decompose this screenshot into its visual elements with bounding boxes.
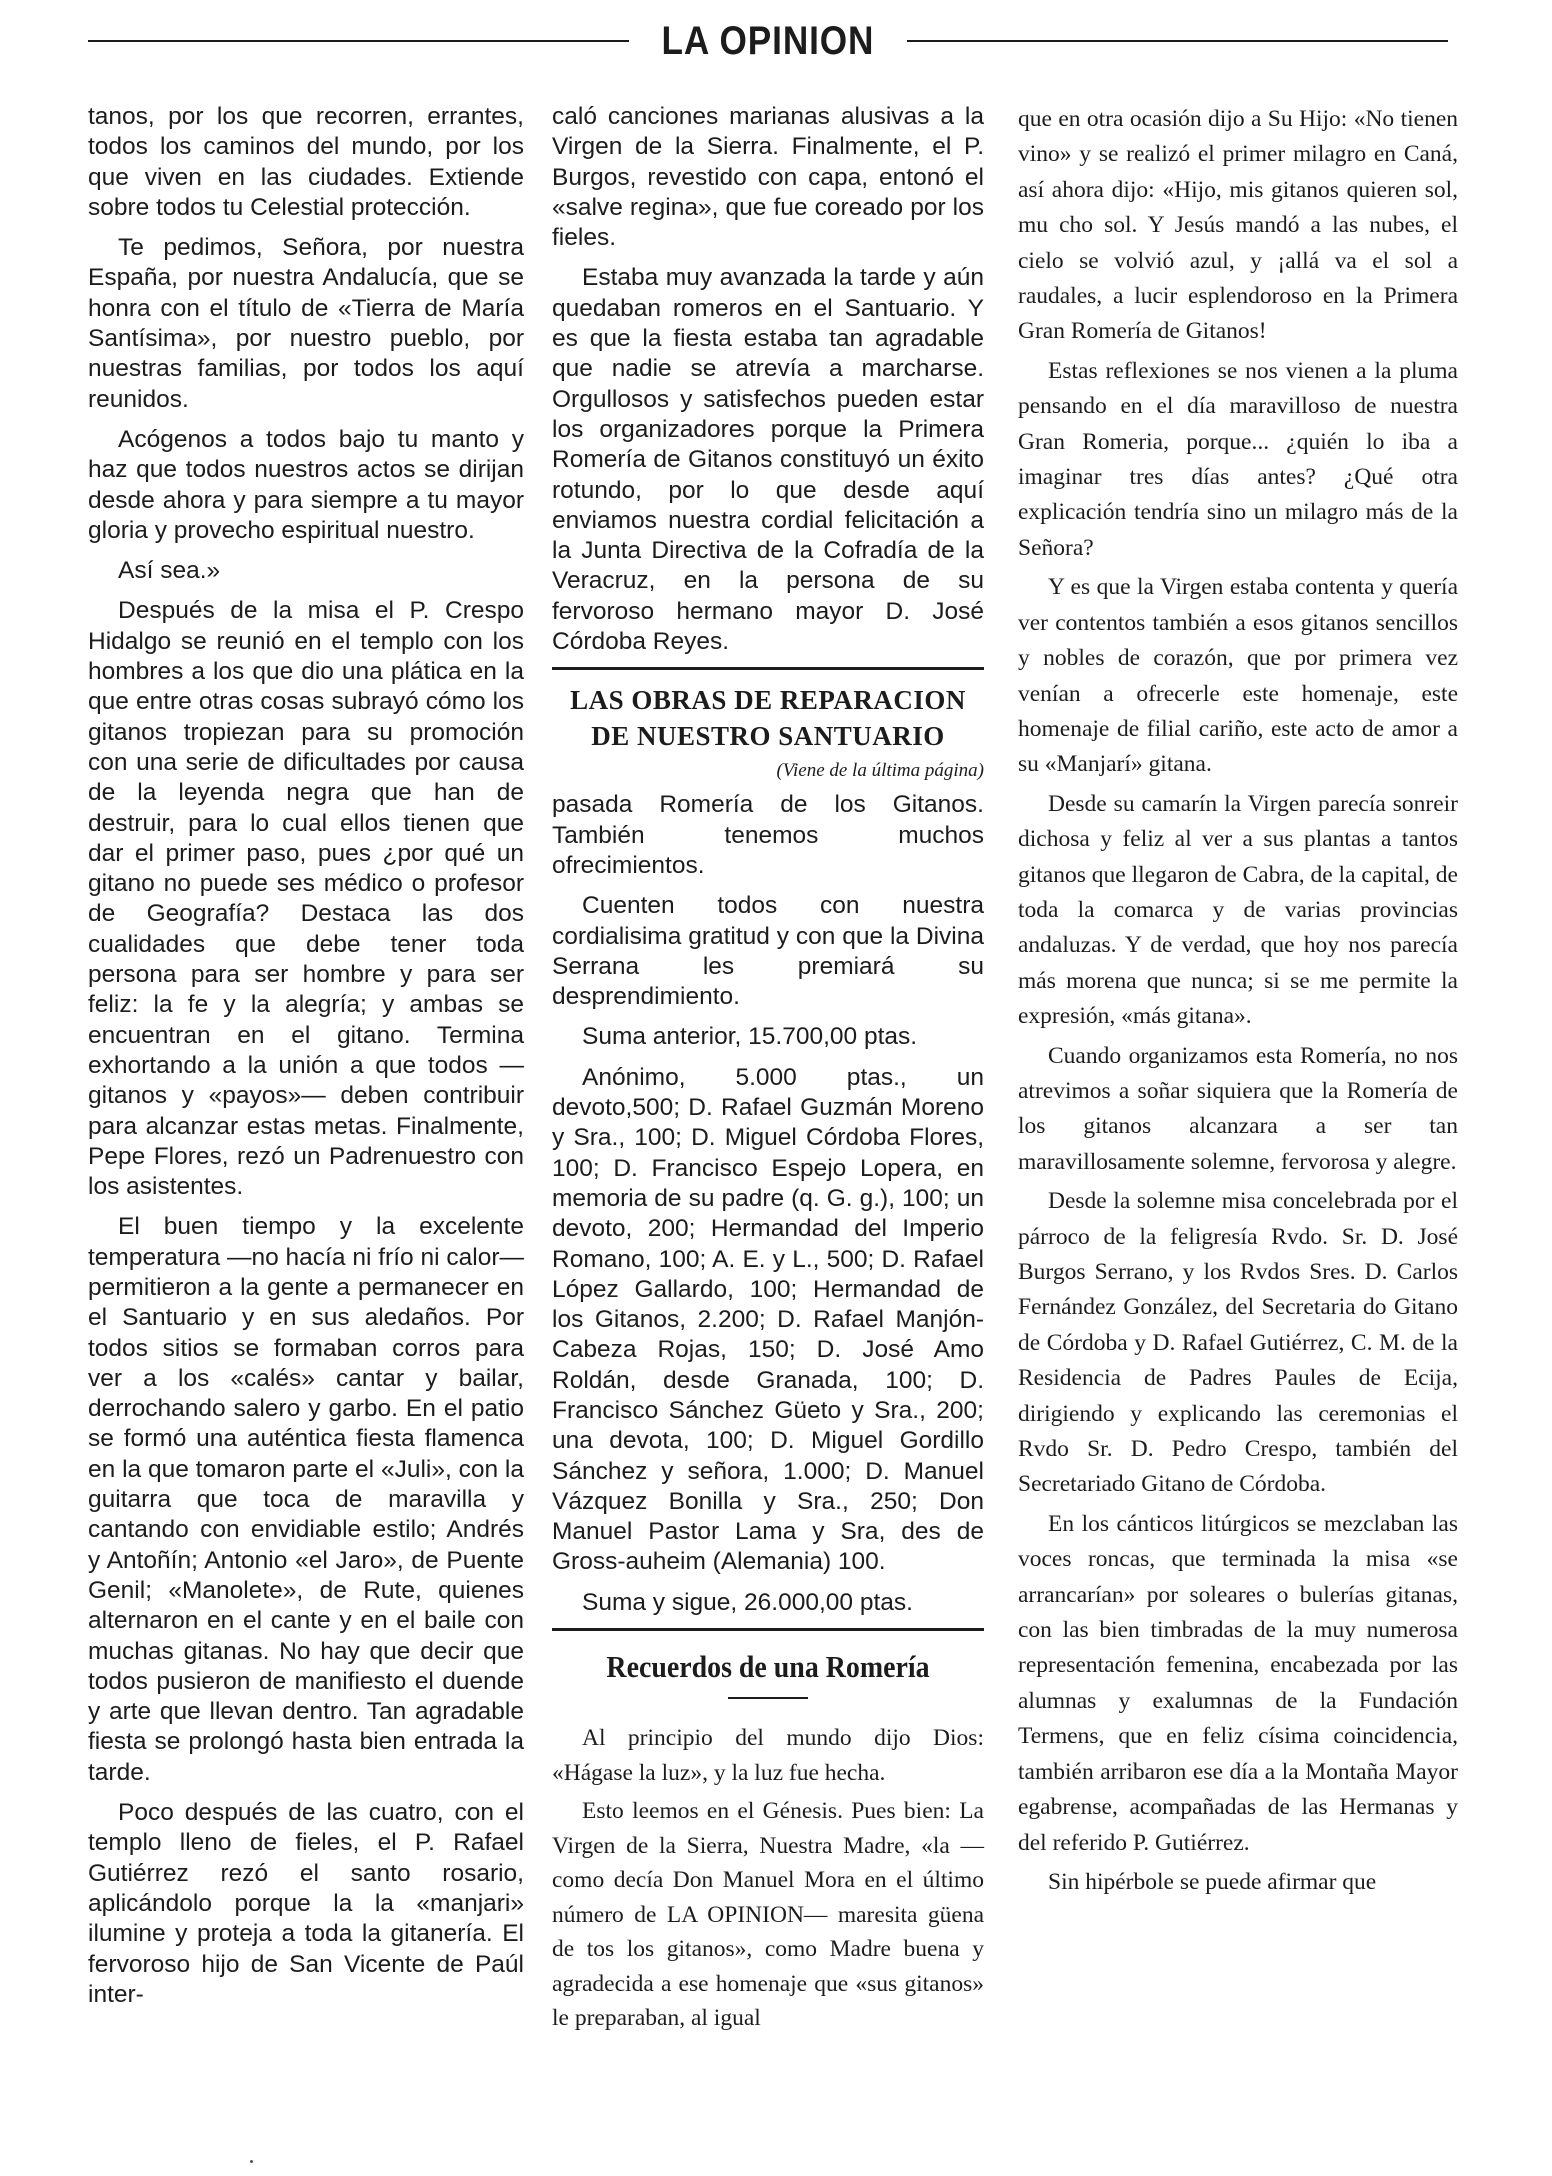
paragraph: Así sea.» xyxy=(118,557,221,585)
section-heading-repairs: LAS OBRAS DE REPARACION DE NUESTRO SANTUARIO xyxy=(570,685,966,752)
paragraph: Estaba muy avanzada la tarde y aún quedaban romeros en el Santuario. Y es que la fiesta estaba tan agradable que nadie se atrevía a marcharse. Orgullosos y satisfechos pueden estar los organizadores porque la Primera Romería de Gitanos constituyó un éxito rotundo, por lo que desde aquí enviamos nuestra cordial felicitación a la Junta Directiva de la Cofradía de la Veracruz, en la persona de su fervoroso hermano mayor D. José Córdoba Reyes. xyxy=(552,264,984,656)
sum-line: Suma y sigue, 26.000,00 ptas. xyxy=(582,1588,913,1616)
paragraph: En los cánticos litúrgicos se mezclaban las voces roncas, que terminada la misa «se arrancarían» por soleares o bulerías gitanas, con las bien timbradas de la muy numerosa representación femenina, encabezada por las alumnas y exalumnas de la Fundación Termens, que en feliz císima coincidencia, también arribaron ese día a la Montaña Mayor egabrense, acompañadas de las Hermanas y del referido P. Gutiérrez. xyxy=(1018,1510,1458,1856)
paragraph: caló canciones marianas alusivas a la Virgen de la Sierra. Finalmente, el P. Burgos, revestido con capa, entonó el «salve regina», que fue coreado por los fieles. xyxy=(552,103,984,252)
paragraph: Acógenos a todos bajo tu manto y haz que todos nuestros actos se dirijan desde ahora y para siempre a tu mayor gloria y provecho espiritual nuestro. xyxy=(88,425,524,544)
paragraph: Estas reflexiones se nos vienen a la pluma pensando en el día maravilloso de nuestra Gran Romeria, porque... ¿quién lo iba a imaginar tres días antes? ¿Qué otra explicación tendría sino un milagro más de la Señora? xyxy=(1018,357,1458,561)
paragraph: Esto leemos en el Génesis. Pues bien: La Virgen de la Sierra, Nuestra Madre, «la —como decía Don Manuel Mora en el último número de LA OPINION— maresita güena de tos los gitanos», como Madre buena y agradecida a ese homenaje que «sus gitanos» le preparaban, al igual xyxy=(552,1798,984,2032)
paragraph: tanos, por los que recorren, errantes, todos los caminos del mundo, por los que viven en las ciudades. Extiende sobre todos tu Celestial protección. xyxy=(88,103,524,221)
paragraph: Te pedimos, Señora, por nuestra España, por nuestra Andalucía, que se honra con el título de «Tierra de María Santísima», por nuestro pueblo, por nuestras familias, por todos los aquí reunidos. xyxy=(88,234,524,413)
column-3 xyxy=(1018,102,1458,1904)
paragraph: Sin hipérbole se puede afirmar que xyxy=(1048,1868,1377,1895)
section-divider xyxy=(552,667,984,670)
section-heading-recuerdos: Recuerdos de una Romería xyxy=(606,1649,930,1685)
paragraph: pasada Romería de los Gitanos. También tenemos muchos ofrecimientos. xyxy=(552,791,984,879)
paragraph: Al principio del mundo dijo Dios: «Hágase la luz», y la luz fue hecha. xyxy=(552,1725,984,1786)
masthead-rule-left xyxy=(88,40,629,42)
paragraph: que en otra ocasión dijo a Su Hijo: «No tienen vino» y se realizó el primer milagro en Caná, así ahora dijo: «Hijo, mis gitanos quieren sol, mu cho sol. Y Jesús mandó a las nubes, el cielo se volvió azul, y ¡allá va el sol a raudales, a lucir esplendoroso en la Primera Gran Romería de Gitanos! xyxy=(1018,106,1458,345)
paragraph: Poco después de las cuatro, con el templo lleno de fieles, el P. Rafael Gutiérrez rezó el santo rosario, aplicándolo porque la la «manjari» ilumine y proteja a toda la gitanería. El fervoroso hijo de San Vicente de Paúl inter- xyxy=(88,1799,524,2008)
continuation-note: (Viene de la última página) xyxy=(776,760,984,782)
paragraph: Después de la misa el P. Crespo Hidalgo se reunió en el templo con los hombres a los que dio una plática en la que entre otras cosas subrayó cómo los gitanos tropiezan para su promoción con una serie de dificultades por causa de la leyenda negra que han de destruir, para lo cual ellos tienen que dar el primer paso, pues ¿por qué un gitano no puede ses médico o profesor de Geografía? Destaca las dos cualidades que debe tener toda persona para ser hombre y para ser feliz: la fe y la alegría; y ambas se encuentran en el gitano. Termina exhortando a la unión a que todos —gitanos y «payos»— deben contribuir para alcanzar estas metas. Finalmente, Pepe Flores, rezó un Padrenuestro con los asistentes. xyxy=(88,597,524,1201)
masthead xyxy=(88,10,1448,72)
column-2 xyxy=(552,102,984,2040)
sum-line: Suma anterior, 15.700,00 ptas. xyxy=(582,1023,918,1051)
masthead-rule-right xyxy=(907,40,1448,42)
heading-underline xyxy=(728,1697,808,1699)
column-1 xyxy=(88,102,524,2020)
paragraph: Desde la solemne misa concelebrada por el párroco de la feligresía Rvdo. Sr. D. José Burgos Serrano, y los Rvdos Sres. D. Carlos Fernández González, del Secretaria do Gitano de Córdoba y D. Rafael Gutiérrez, C. M. de la Residencia de Padres Paules de Ecija, dirigiendo y explicando las ceremonias el Rvdo Sr. D. Pedro Crespo, también del Secretariado Gitano de Córdoba. xyxy=(1018,1188,1458,1498)
paragraph: Cuando organizamos esta Romería, no nos atrevimos a soñar siquiera que la Romería de los gitanos alcanzara a ser tan maravillosamente solemne, fervorosa y alegre. xyxy=(1018,1042,1458,1175)
section-divider xyxy=(552,1628,984,1631)
donation-list: Anónimo, 5.000 ptas., un devoto,500; D. Rafael Guzmán Moreno y Sra., 100; D. Miguel Córdoba Flores, 100; D. Francisco Espejo Lopera, en memoria de su padre (q. G. g.), 100; un devoto, 200; Hermandad del Imperio Romano, 100; A. E. y L., 500; D. Rafael López Gallardo, 100; Hermandad de los Gitanos, 2.200; D. Rafael Manjón-Cabeza Rojas, 150; D. José Amo Roldán, desde Granada, 100; D. Francisco Sánchez Güeto y Sra., 200; una devota, 100; D. Miguel Gordillo Sánchez y señora, 1.000; D. Manuel Vázquez Bonilla y Sra., 250; Don Manuel Pastor Lama y Sra, des de Gross-auheim (Alemania) 100. xyxy=(552,1063,984,1576)
paragraph: Y es que la Virgen estaba contenta y quería ver contentos también a esos gitanos sencillos y nobles de corazón, que por primera vez venían a ofrecerle este homenaje, este homenaje de filial cariño, este acto de amor a su «Manjarí» gitana. xyxy=(1018,574,1458,778)
paragraph: El buen tiempo y la excelente temperatura —no hacía ni frío ni calor—permitieron a la gente a permanecer en el Santuario y en sus aledaños. Por todos sitios se formaban corros para ver a los «calés» cantar y bailar, derrochando salero y garbo. En el patio se formó una auténtica fiesta flamenca en la que tomaron parte el «Juli», con la guitarra que toca de maravilla y cantando con envidiable estilo; Andrés y Antoñín; Antonio «el Jaro», de Puente Genil; «Manolete», de Rute, quienes alternaron en el cante y en el baile con muchas gitanas. No hay que decir que todos pusieron de manifiesto el duende y arte que llevan dentro. Tan agradable fiesta se prolongó hasta bien entrada la tarde. xyxy=(88,1213,524,1786)
newspaper-title: LA OPINION xyxy=(661,18,875,63)
paragraph: Cuenten todos con nuestra cordialisima gratitud y con que la Divina Serrana les premiará su desprendimiento. xyxy=(552,892,984,1011)
article-continuation xyxy=(552,102,984,657)
paragraph: Desde su camarín la Virgen parecía sonreir dichosa y feliz al ver a sus plantas a tantos gitanos que llegaron de Cabra, de la capital, de toda la comarca y de varias provincias andaluzas. Y de verdad, que hoy nos parecía más morena que nunca; si se me permite la expresión, «más gitana». xyxy=(1018,790,1458,1030)
scan-speck xyxy=(250,2160,253,2163)
